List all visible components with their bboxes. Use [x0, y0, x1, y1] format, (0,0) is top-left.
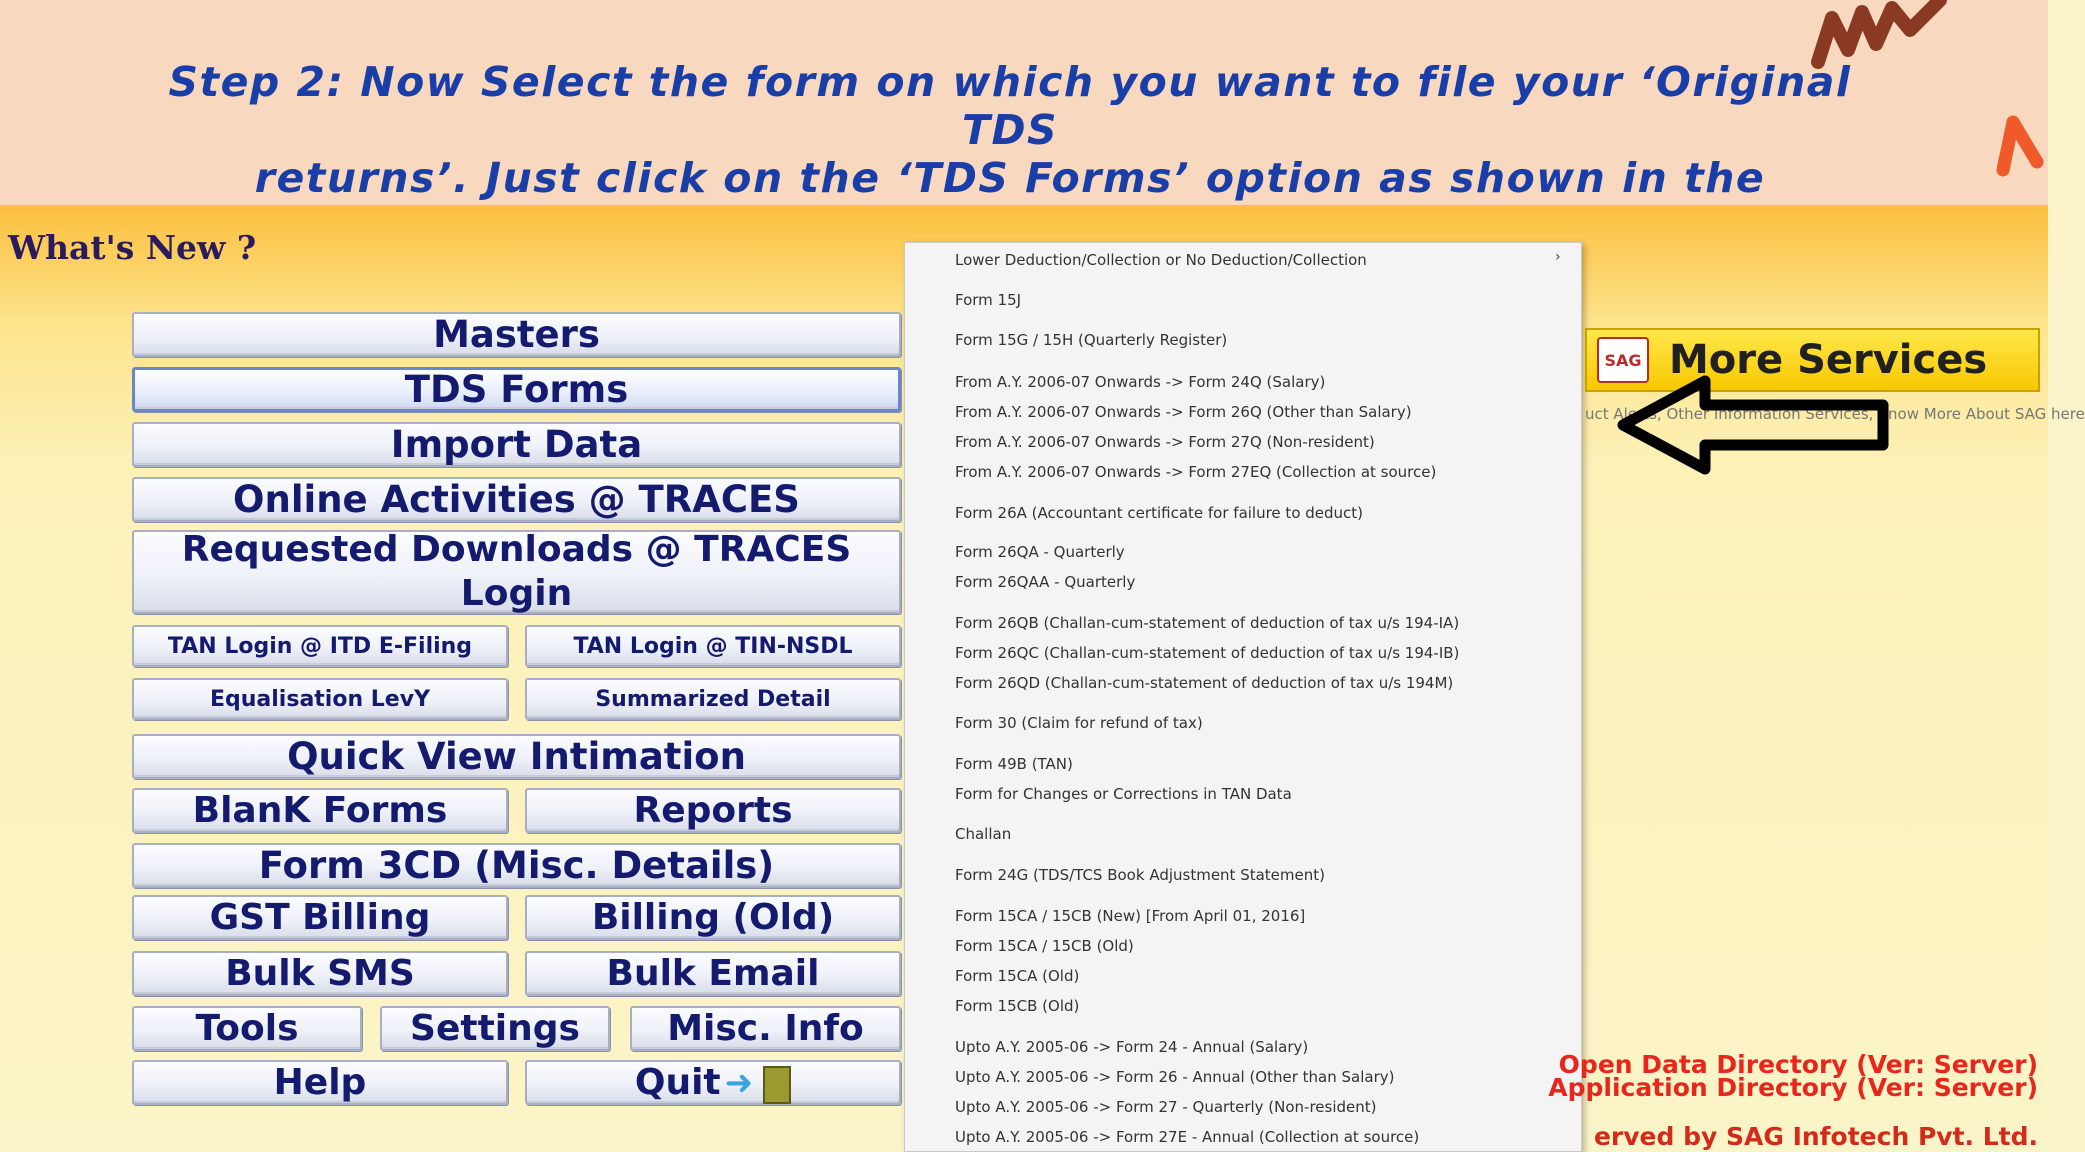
- menu-item[interactable]: Form 26QC (Challan-cum-statement of deduction of tax u/s 194-IB): [955, 644, 1460, 662]
- decorative-scribble-right: [1995, 110, 2045, 180]
- menu-item[interactable]: From A.Y. 2006-07 Onwards -> Form 27Q (Non-resident): [955, 433, 1375, 451]
- tan-login-itd-label: TAN Login @ ITD E-Filing: [167, 633, 473, 659]
- menu-item[interactable]: Challan: [955, 825, 1012, 843]
- billing-old-label: Billing (Old): [591, 897, 835, 938]
- requested-downloads-label-line2: Login: [460, 573, 573, 614]
- bulk-email-button[interactable]: [525, 951, 901, 996]
- menu-item[interactable]: Form 15CA (Old): [955, 967, 1080, 985]
- instruction-banner: [0, 0, 2048, 205]
- menu-item[interactable]: Upto A.Y. 2005-06 -> Form 27E - Annual (Collection at source): [955, 1128, 1420, 1146]
- menu-item[interactable]: Upto A.Y. 2005-06 -> Form 24 - Annual (Salary): [955, 1038, 1309, 1056]
- menu-item[interactable]: Form 30 (Claim for refund of tax): [955, 714, 1203, 732]
- quick-view-intimation-label: Quick View Intimation: [287, 735, 746, 778]
- menu-item[interactable]: Form 49B (TAN): [955, 755, 1073, 773]
- requested-downloads-label-line1: Requested Downloads @ TRACES: [181, 529, 852, 570]
- settings-button[interactable]: [380, 1006, 610, 1051]
- tools-button[interactable]: [132, 1006, 362, 1051]
- menu-item[interactable]: Form 15G / 15H (Quarterly Register): [955, 331, 1228, 349]
- bulk-sms-label: Bulk SMS: [225, 953, 415, 994]
- summarized-detail-button[interactable]: [525, 678, 901, 720]
- help-label: Help: [273, 1062, 367, 1103]
- summarized-detail-label: Summarized Detail: [595, 686, 831, 712]
- menu-item[interactable]: Form 26QAA - Quarterly: [955, 573, 1136, 591]
- menu-item[interactable]: Upto A.Y. 2005-06 -> Form 26 - Annual (Other than Salary): [955, 1068, 1395, 1086]
- menu-item[interactable]: Form 15CA / 15CB (Old): [955, 937, 1134, 955]
- application-directory-link[interactable]: Application Directory (Ver: Server): [1548, 1073, 2038, 1102]
- instruction-line-2: returns’. Just click on the ‘TDS Forms’ option as shown in the: [254, 154, 1766, 202]
- billing-old-button[interactable]: [525, 895, 901, 940]
- import-data-label: Import Data: [390, 423, 643, 466]
- menu-item[interactable]: Form 26QB (Challan-cum-statement of deduction of tax u/s 194-IA): [955, 614, 1460, 632]
- menu-item[interactable]: Form 26A (Accountant certificate for failure to deduct): [955, 504, 1364, 522]
- form-3cd-button[interactable]: [132, 843, 901, 888]
- blank-forms-label: BlanK Forms: [192, 790, 448, 831]
- tan-login-nsdl-label: TAN Login @ TIN-NSDL: [573, 633, 853, 659]
- more-services-caption: uct Alerts, Other Information Services, Know More About SAG here: [1585, 405, 2085, 423]
- menu-item[interactable]: From A.Y. 2006-07 Onwards -> Form 27EQ (Collection at source): [955, 463, 1437, 481]
- online-activities-label: Online Activities @ TRACES: [233, 478, 800, 521]
- instruction-line-1: Step 2: Now Select the form on which you want to file your ‘Original TDS: [168, 58, 1852, 154]
- tds-forms-label: TDS Forms: [404, 368, 629, 411]
- menu-item[interactable]: Form for Changes or Corrections in TAN Data: [955, 785, 1292, 803]
- menu-item[interactable]: Form 24G (TDS/TCS Book Adjustment Statement): [955, 866, 1325, 884]
- quit-label: Quit: [634, 1062, 721, 1103]
- reports-button[interactable]: [525, 788, 901, 833]
- help-button[interactable]: [132, 1060, 508, 1105]
- open-data-directory-link[interactable]: Open Data Directory (Ver: Server): [1558, 1050, 2038, 1079]
- exit-arrow-icon: ➜: [724, 1062, 754, 1103]
- online-activities-traces-button[interactable]: [132, 477, 901, 522]
- whats-new-heading: What's New ?: [8, 228, 257, 267]
- misc-info-button[interactable]: [630, 1006, 901, 1051]
- bulk-sms-button[interactable]: [132, 951, 508, 996]
- settings-label: Settings: [410, 1008, 580, 1049]
- requested-downloads-traces-button[interactable]: [132, 530, 901, 614]
- reports-label: Reports: [633, 790, 793, 831]
- bulk-email-label: Bulk Email: [606, 953, 820, 994]
- equalisation-levy-button[interactable]: [132, 678, 508, 720]
- submenu-chevron-right-icon: ›: [1555, 249, 1561, 265]
- menu-item[interactable]: Form 26QA - Quarterly: [955, 543, 1125, 561]
- menu-item[interactable]: Form 15J: [955, 291, 1022, 309]
- tan-login-nsdl-button[interactable]: [525, 625, 901, 667]
- more-services-label: More Services: [1669, 337, 1988, 383]
- gst-billing-button[interactable]: [132, 895, 508, 940]
- menu-item[interactable]: Form 15CB (Old): [955, 997, 1080, 1015]
- masters-button[interactable]: [132, 312, 901, 357]
- tan-login-itd-button[interactable]: [132, 625, 508, 667]
- menu-item[interactable]: Form 15CA / 15CB (New) [From April 01, 2016]: [955, 907, 1306, 925]
- tds-forms-dropdown-menu: [904, 242, 1582, 1152]
- masters-label: Masters: [433, 313, 600, 356]
- tds-forms-button[interactable]: [132, 367, 901, 412]
- copyright-text: erved by SAG Infotech Pvt. Ltd.: [1593, 1122, 2038, 1151]
- menu-item[interactable]: Form 26QD (Challan-cum-statement of deduction of tax u/s 194M): [955, 674, 1454, 692]
- blank-forms-button[interactable]: [132, 788, 508, 833]
- pointing-arrow-annotation: [1615, 375, 1895, 485]
- equalisation-levy-label: Equalisation LevY: [209, 686, 430, 712]
- decorative-scribble-top-right: [1810, 0, 1970, 70]
- quit-button[interactable]: [525, 1060, 901, 1105]
- sag-logo-icon: SAG: [1597, 337, 1649, 383]
- menu-item[interactable]: From A.Y. 2006-07 Onwards -> Form 26Q (Other than Salary): [955, 403, 1412, 421]
- menu-item[interactable]: From A.Y. 2006-07 Onwards -> Form 24Q (Salary): [955, 373, 1326, 391]
- gst-billing-label: GST Billing: [209, 897, 431, 938]
- import-data-button[interactable]: [132, 422, 901, 467]
- form-3cd-label: Form 3CD (Misc. Details): [258, 844, 775, 887]
- quick-view-intimation-button[interactable]: [132, 734, 901, 779]
- menu-item[interactable]: Lower Deduction/Collection or No Deduction/Collection: [955, 251, 1367, 269]
- tools-label: Tools: [195, 1008, 299, 1049]
- door-icon: [763, 1066, 791, 1104]
- menu-item[interactable]: Upto A.Y. 2005-06 -> Form 27 - Quarterly (Non-resident): [955, 1098, 1377, 1116]
- misc-info-label: Misc. Info: [667, 1008, 864, 1049]
